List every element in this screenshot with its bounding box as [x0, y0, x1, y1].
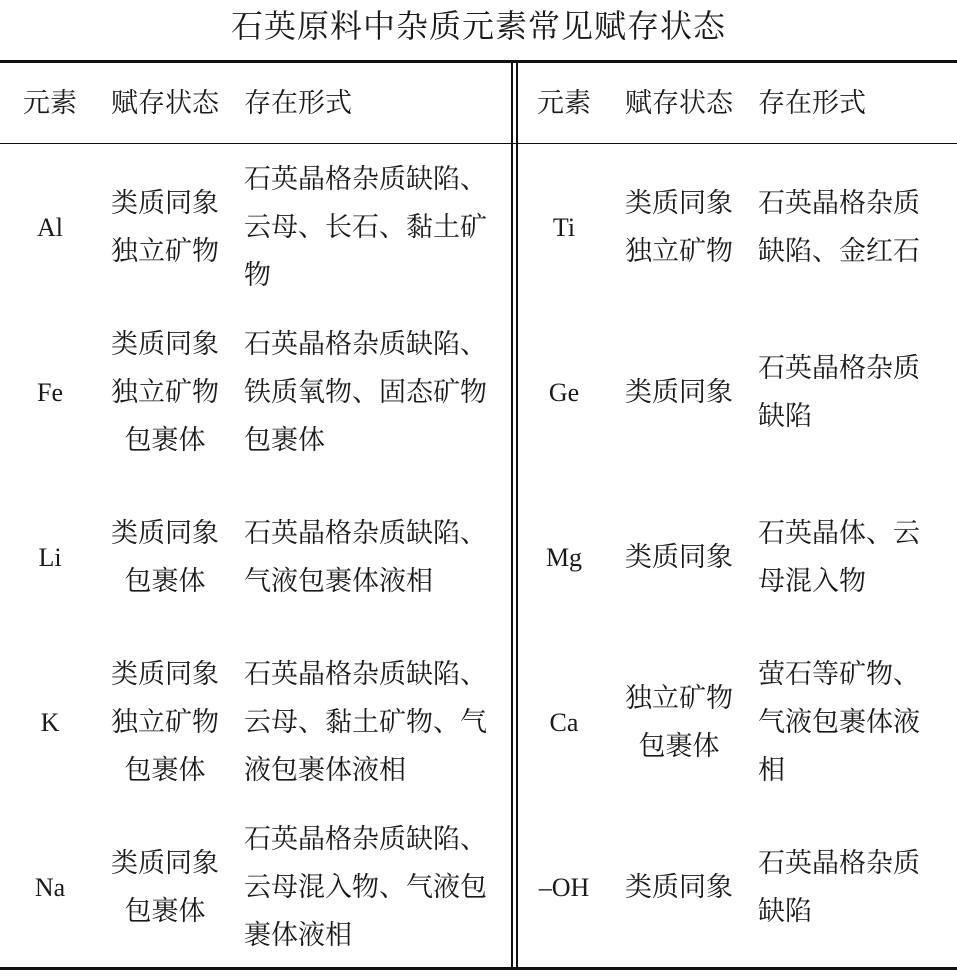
element-cell-left-text	[37, 369, 63, 417]
state-cell-right-text	[625, 534, 733, 582]
header-element-right: 元素	[537, 88, 591, 119]
state-cell-left-line: 独立矿物	[111, 236, 219, 267]
form-cell-left-line: 云母、长石、黏土矿	[244, 212, 487, 243]
element-cell-left	[10, 148, 90, 308]
form-cell-right-text	[758, 651, 920, 795]
form-cell-right-line: 萤石等矿物、	[758, 659, 920, 690]
element-cell-right-text	[550, 699, 579, 747]
form-cell-left-line: 石英晶格杂质缺陷、	[244, 659, 487, 690]
element-cell-left-line: K	[40, 708, 60, 737]
state-cell-right-text	[625, 675, 733, 771]
element-cell-right-text	[549, 369, 579, 417]
element-cell-left-line: Al	[37, 213, 63, 242]
center-divider-left-line	[511, 62, 513, 968]
form-cell-left-text	[244, 816, 487, 960]
state-cell-left-line: 独立矿物	[111, 377, 219, 408]
form-cell-left-text	[244, 510, 487, 606]
form-cell-left-line: 裹体液相	[244, 920, 352, 951]
state-cell-left-text	[111, 651, 219, 795]
state-cell-left-text	[111, 321, 219, 465]
form-cell-right	[758, 808, 954, 968]
element-cell-left	[10, 313, 90, 473]
form-cell-right-line: 缺陷	[758, 896, 812, 927]
element-cell-left-line: Na	[34, 873, 66, 902]
state-cell-left-line: 类质同象	[111, 848, 219, 879]
state-cell-left-text	[111, 180, 219, 276]
state-cell-right-line: 类质同象	[625, 872, 733, 903]
element-cell-left-line: Fe	[37, 378, 63, 407]
element-cell-right-line: Ca	[549, 708, 579, 737]
element-cell-right	[524, 643, 604, 803]
form-cell-left-text	[244, 651, 487, 795]
element-cell-right	[524, 313, 604, 473]
form-cell-right-line: 相	[758, 755, 785, 786]
form-cell-left-line: 石英晶格杂质缺陷、	[244, 824, 487, 855]
state-cell-left-text	[111, 840, 219, 936]
form-cell-left	[244, 643, 506, 803]
form-cell-right-line: 气液包裹体液	[758, 707, 920, 738]
form-cell-right-text	[758, 345, 920, 441]
state-cell-right	[612, 478, 746, 638]
form-cell-right-text	[758, 180, 920, 276]
state-cell-left-line: 包裹体	[124, 425, 206, 456]
form-cell-right-line: 缺陷	[758, 401, 812, 432]
element-cell-right-text	[539, 864, 590, 912]
header-form-right: 存在形式	[758, 88, 866, 119]
element-cell-right-line: Ge	[548, 378, 580, 407]
element-cell-right	[524, 808, 604, 968]
state-cell-right-line: 包裹体	[638, 731, 720, 762]
form-cell-right-line: 石英晶格杂质	[758, 848, 920, 879]
element-cell-left-text	[41, 699, 60, 747]
element-cell-left	[10, 643, 90, 803]
form-cell-left-line: 铁质氧物、固态矿物	[244, 377, 487, 408]
form-cell-left-line: 云母混入物、气液包	[244, 872, 487, 903]
form-cell-left-line: 云母、黏土矿物、气	[244, 707, 487, 738]
form-cell-left-text	[244, 321, 487, 465]
form-cell-left-text	[244, 156, 487, 300]
state-cell-right	[612, 808, 746, 968]
state-cell-left-line: 类质同象	[111, 518, 219, 549]
state-cell-left	[98, 148, 232, 308]
header-state-right: 赋存状态	[625, 88, 733, 119]
state-cell-right-text	[625, 180, 733, 276]
element-cell-left-line: Li	[38, 543, 62, 572]
state-cell-left-line: 包裹体	[124, 566, 206, 597]
form-cell-left-line: 包裹体	[244, 425, 325, 456]
form-cell-right-line: 缺陷、金红石	[758, 236, 920, 267]
form-cell-left	[244, 313, 506, 473]
element-cell-right-line: Ti	[552, 213, 576, 242]
form-cell-right-line: 石英晶体、云	[758, 518, 920, 549]
state-cell-left-text	[111, 510, 219, 606]
state-cell-left	[98, 643, 232, 803]
state-cell-left	[98, 478, 232, 638]
form-cell-left-line: 石英晶格杂质缺陷、	[244, 164, 487, 195]
element-cell-left	[10, 478, 90, 638]
element-cell-left-text	[35, 864, 65, 912]
form-cell-right	[758, 643, 954, 803]
form-cell-left-line: 石英晶格杂质缺陷、	[244, 329, 487, 360]
state-cell-right-text	[625, 864, 733, 912]
form-cell-left	[244, 148, 506, 308]
state-cell-left-line: 包裹体	[124, 896, 206, 927]
form-cell-left	[244, 478, 506, 638]
state-cell-right-line: 类质同象	[625, 377, 733, 408]
form-cell-right-line: 母混入物	[758, 566, 866, 597]
state-cell-right-line: 独立矿物	[625, 236, 733, 267]
state-cell-right-text	[625, 369, 733, 417]
element-cell-right-text	[546, 534, 582, 582]
center-divider-right-line	[516, 62, 518, 968]
state-cell-left-line: 类质同象	[111, 659, 219, 690]
form-cell-right	[758, 478, 954, 638]
element-cell-left	[10, 808, 90, 968]
state-cell-right	[612, 148, 746, 308]
state-cell-right-line: 类质同象	[625, 542, 733, 573]
state-cell-left-line: 包裹体	[124, 755, 206, 786]
header-form-left: 存在形式	[244, 88, 352, 119]
form-cell-right-text	[758, 510, 920, 606]
element-cell-right-line: Mg	[545, 543, 583, 572]
form-cell-right-line: 石英晶格杂质	[758, 353, 920, 384]
form-cell-left-line: 石英晶格杂质缺陷、	[244, 518, 487, 549]
header-element-left: 元素	[23, 88, 77, 119]
element-cell-left-text	[38, 534, 61, 582]
header-state-left: 赋存状态	[111, 88, 219, 119]
element-cell-right-line: –OH	[538, 873, 590, 902]
form-cell-right-line: 石英晶格杂质	[758, 188, 920, 219]
form-cell-right	[758, 313, 954, 473]
state-cell-right	[612, 643, 746, 803]
header-rule	[0, 143, 957, 144]
state-cell-left	[98, 808, 232, 968]
state-cell-right	[612, 313, 746, 473]
element-cell-right	[524, 478, 604, 638]
state-cell-right-line: 类质同象	[625, 188, 733, 219]
element-cell-left-text	[37, 204, 63, 252]
form-cell-left-line: 物	[244, 260, 271, 291]
form-cell-right	[758, 148, 954, 308]
element-cell-right	[524, 148, 604, 308]
state-cell-left-line: 类质同象	[111, 188, 219, 219]
state-cell-left	[98, 313, 232, 473]
element-cell-right-text	[553, 204, 575, 252]
state-cell-right-line: 独立矿物	[625, 683, 733, 714]
state-cell-left-line: 独立矿物	[111, 707, 219, 738]
table-title: 石英原料中杂质元素常见赋存状态	[230, 7, 726, 45]
top-rule	[0, 60, 957, 63]
form-cell-left-line: 液包裹体液相	[244, 755, 406, 786]
form-cell-left	[244, 808, 506, 968]
form-cell-right-text	[758, 840, 920, 936]
form-cell-left-line: 气液包裹体液相	[244, 566, 433, 597]
state-cell-left-line: 类质同象	[111, 329, 219, 360]
